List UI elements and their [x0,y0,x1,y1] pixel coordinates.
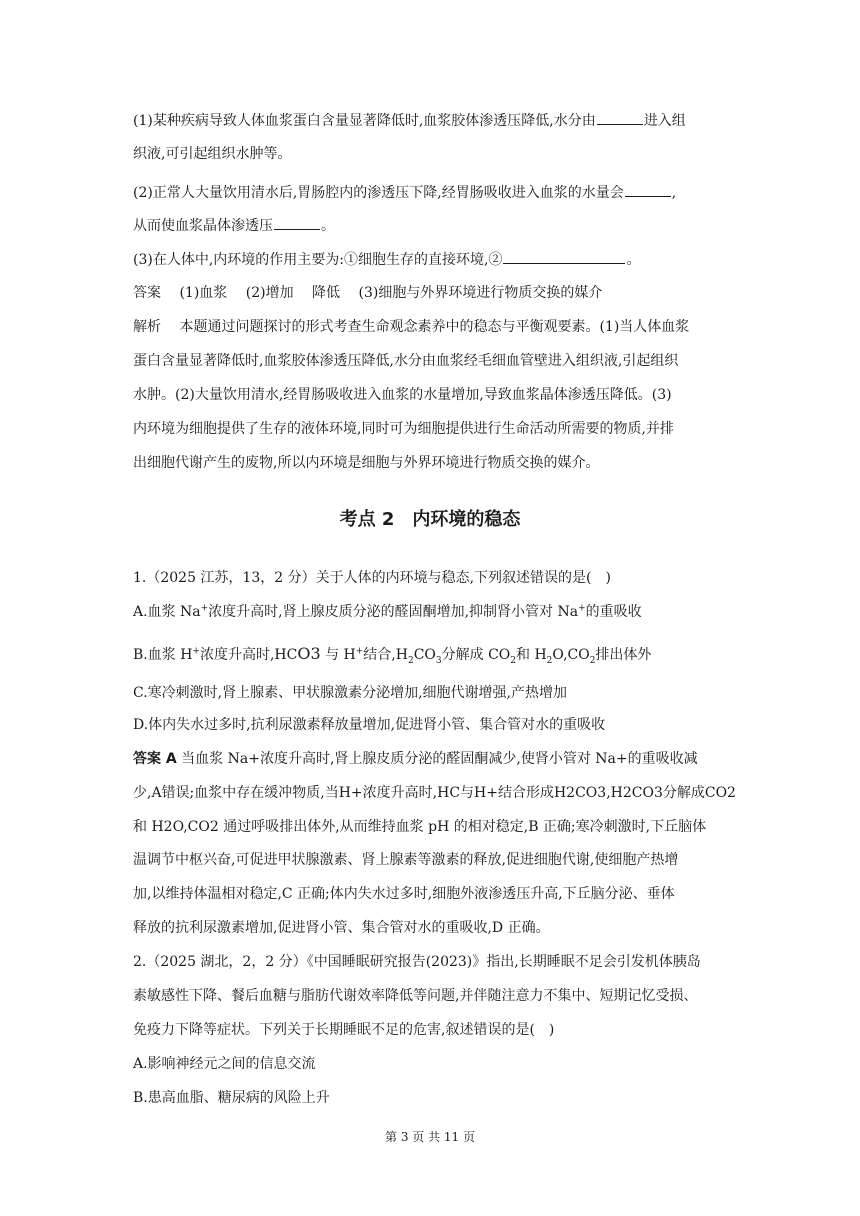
answer-blank [597,110,643,125]
answer-blank [625,182,671,197]
answer-label: 答案 A [133,751,177,767]
question-stem: 2.（2025 湖北，2，2 分）《中国睡眠研究报告(2023)》指出,长期睡眠不足会引发机体胰岛 [133,954,701,970]
answer-line: 少,A错误;血浆中存在缓冲物质,当H+浓度升高时,HC与H+结合形成H2CO3,H2CO3分解成CO2 [133,785,736,801]
text: 水肿。(2)大量饮用清水,经胃肠吸收进入血浆的水量增加,导致血浆晶体渗透压降低。(3) [133,387,672,403]
answer-blank [274,215,320,230]
page-number: 第 3 页 共 11 页 [385,1130,475,1144]
question-1-line [133,144,733,164]
question-stem: 免疫力下降等症状。下列关于长期睡眠不足的危害,叙述错误的是( ) [133,1022,555,1038]
option-a: A.影响神经元之间的信息交流 [133,1056,316,1072]
text: (2)正常人大量饮用清水后,胃肠腔内的渗透压下降,经胃肠吸收进入血浆的水量会 [133,185,624,201]
text: (1)某种疾病导致人体血浆蛋白含量显著降低时,血浆胶体渗透压降低,水分由 [133,113,596,129]
section-title: 考点 2 内环境的稳态 [339,509,521,530]
text: 从而使血浆晶体渗透压 [133,218,273,234]
text: , [671,185,677,201]
text: 本题通过问题探讨的形式考查生命观念素养中的稳态与平衡观要素。(1)当人体血浆 [179,319,690,335]
answer-line [133,283,733,303]
option-a: A.血浆 Na+浓度升高时,肾上腺皮质分泌的醛固酮增加,抑制肾小管对 Na+的重吸收 [133,603,642,620]
answer-line: 和 H2O,CO2 通过呼吸排出体外,从而维持血浆 pH 的相对稳定,B 正确;寒冷刺激时,下丘脑体 [133,819,707,835]
analysis-line [133,453,733,473]
answer-line: 加,以维持体温相对稳定,C 正确;体内失水过多时,细胞外液渗透压升高,下丘脑分泌、垂体 [133,886,675,902]
text: 织液,可引起组织水肿等。 [133,146,292,162]
answer-text: 降低 [312,285,341,301]
question-2-line [133,182,733,203]
answer-line: 温调节中枢兴奋,可促进甲状腺激素、肾上腺素等激素的释放,促进细胞代谢,使细胞产热增 [133,852,679,868]
text: 蛋白含量显著降低时,血浆胶体渗透压降低,水分由血浆经毛细血管壁进入组织液,引起组织 [133,353,679,369]
text: 。 [626,252,641,268]
option-d: D.体内失水过多时,抗利尿激素释放量增加,促进肾小管、集合管对水的重吸收 [133,717,606,733]
question-stem [133,568,733,588]
text: (3)在人体中,内环境的作用主要为:①细胞生存的直接环境,② [133,252,503,268]
answer-blank [503,249,625,264]
answer-line [133,749,733,769]
analysis-label: 解析 [133,319,161,335]
question-stem: 素敏感性下降、餐后血糖与脂肪代谢效率降低等问题,并伴随注意力不集中、短期记忆受损、 [133,988,698,1004]
option-b: B.患高血脂、糖尿病的风险上升 [133,1090,330,1106]
text: 出细胞代谢产生的废物,所以内环境是细胞与外界环境进行物质交换的媒介。 [133,455,600,471]
option-b: B.血浆 H+浓度升高时,HCO3 与 H+结合$,H_2CO_3$分解成 $CO_2$和 $H_2O,CO_2$排出体外 [133,644,652,666]
text: 内环境为细胞提供了生存的液体环境,同时可为细胞提供进行生命活动所需要的物质,并排 [133,421,674,437]
text: 1.（2025 江苏，13，2 分）关于人体的内环境与稳态,下列叙述错误的是( ) [133,570,611,586]
question-1-line [133,110,733,131]
answer-label: 答案 [133,285,161,301]
text: 。 [321,218,335,234]
question-2-line [133,215,733,236]
answer-line: 释放的抗利尿激素增加,促进肾小管、集合管对水的重吸收,D 正确。 [133,920,550,936]
answer-text: (2)增加 [245,285,294,301]
answer-text: (3)细胞与外界环境进行物质交换的媒介 [358,285,603,301]
analysis-line [133,317,733,337]
analysis-line [133,419,733,439]
question-3-line [133,249,733,270]
text: 进入组 [643,113,686,129]
option-c: C.寒冷刺激时,肾上腺素、甲状腺激素分泌增加,细胞代谢增强,产热增加 [133,685,568,701]
answer-text: (1)血浆 [179,285,228,301]
analysis-line [133,385,733,405]
text: 当血浆 Na+浓度升高时,肾上腺皮质分泌的醛固酮减少,使肾小管对 Na+的重吸收减 [181,751,698,767]
analysis-line [133,351,733,371]
